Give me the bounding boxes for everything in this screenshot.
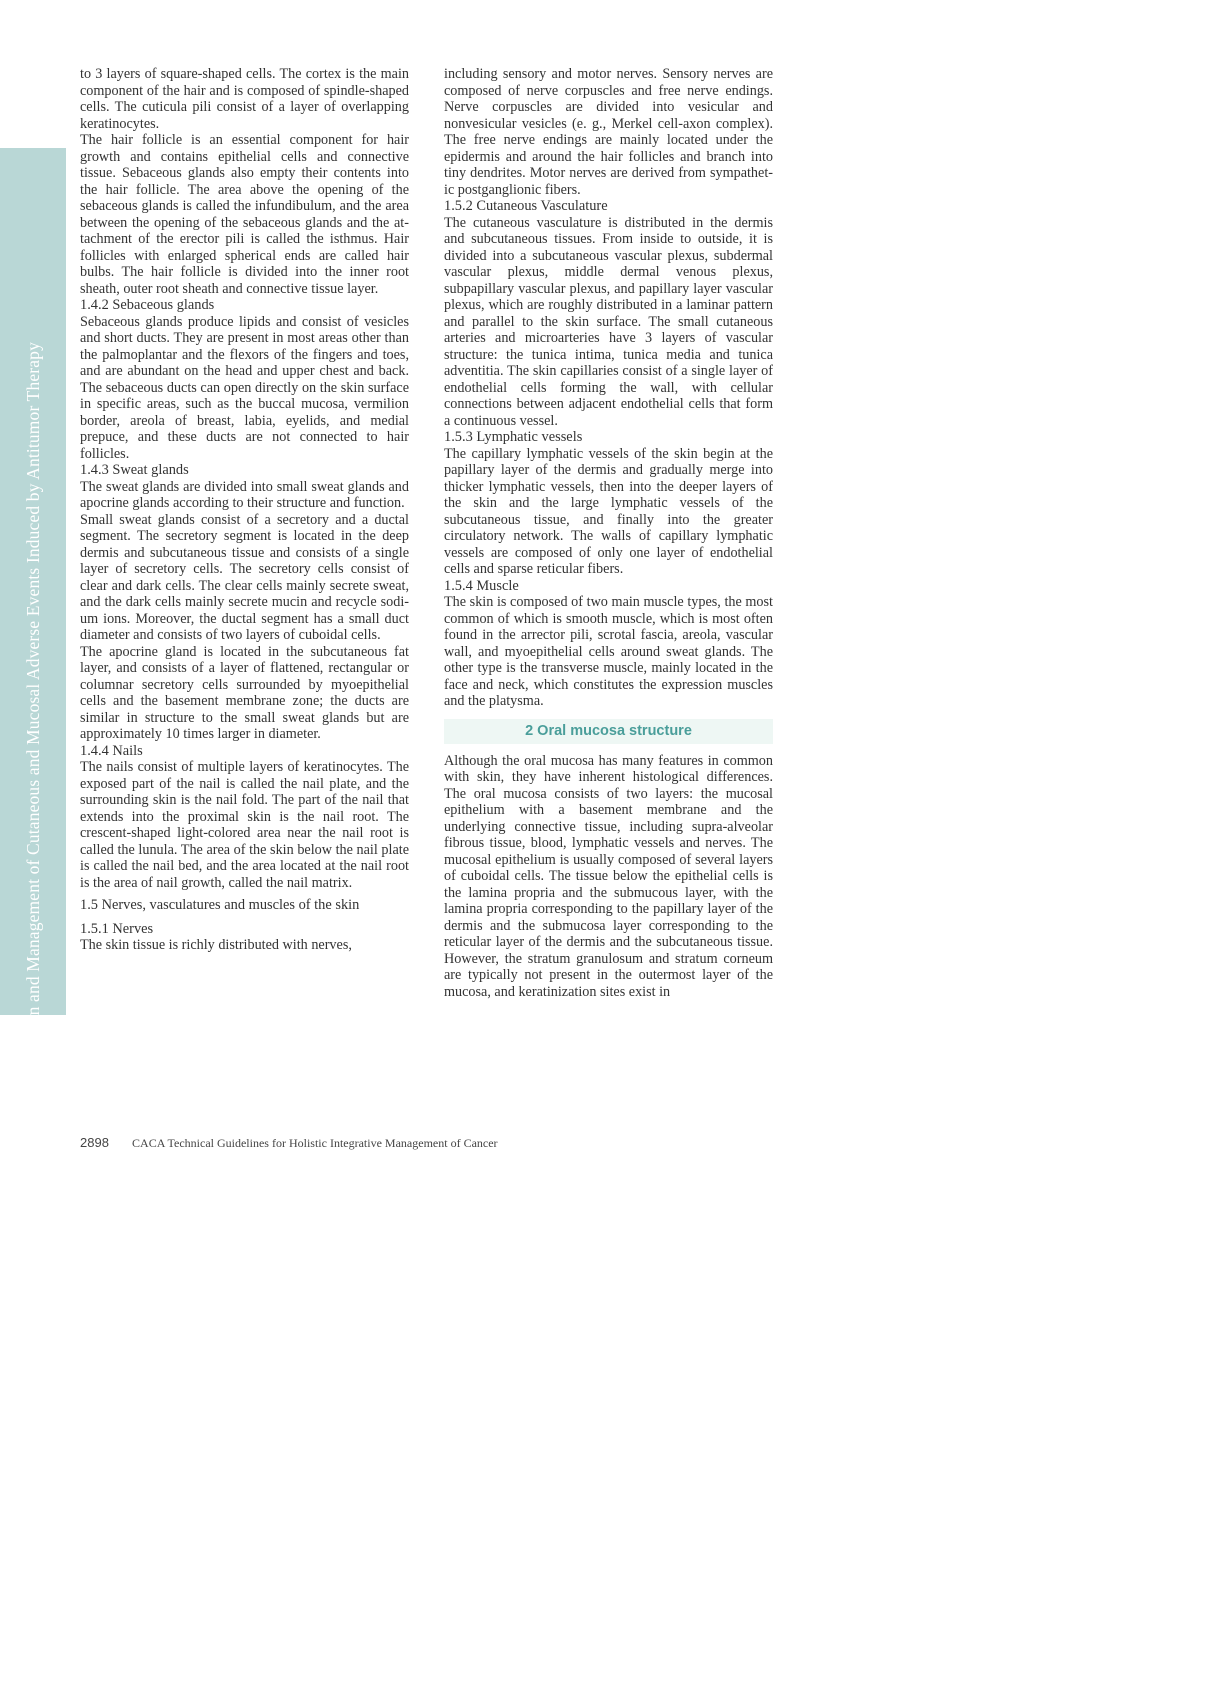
paragraph: to 3 layers of square-shaped cells. The cortex is the main component of the hair and is composed of spindle-shaped cells. The cuticula pili consist of a layer of overlapping keratinocytes. <box>80 66 409 132</box>
page-number: 2898 <box>80 1135 109 1150</box>
paragraph: The apocrine gland is located in the subcutaneous fat layer, and consists of a layer of flattened, rectangular or columnar secretory cells surrounded by myoepithelial cells and the basement membrane zone; the ducts are similar in structure to the small sweat glands but are approximately 10 times larger in diameter. <box>80 643 409 742</box>
section-banner-oral-mucosa: 2 Oral mucosa structure <box>444 719 773 744</box>
subsection-heading: 1.5.1 Nerves <box>80 920 154 937</box>
section-heading: 1.5 Nerves, vasculatures and muscles of the skin <box>80 897 360 913</box>
paragraph: Small sweat glands consist of a secretory and a ductal segment. The secretory segment is located in the deep dermis and subcutaneous tissue and consists of a single layer of secretory cells. The secretory cells consist of clear and dark cells. The clear cells mainly secrete sweat, and the dark cells mainly secrete mucin and recycle sodium ions. Moreover, the ductal segment has a small duct diameter and consists of two layers of cuboidal cells. <box>80 511 409 643</box>
right-column <box>444 66 773 1000</box>
page-footer <box>80 1135 498 1151</box>
left-column <box>80 66 409 954</box>
paragraph: The hair follicle is an essential component for hair growth and contains epithelial cells and connective tissue. Sebaceous glands also empty their contents into the hair follicle. The area above the opening of the sebaceous glands is called the infundibulum, and the area between the opening of the sebaceous glands and the attachment of the erector pili is called the isthmus. Hair follicles with enlarged spherical ends are called hair bulbs. The hair follicle is divided into the inner root sheath, outer root sheath and connective tissue layer. <box>80 132 409 297</box>
paragraph: The capillary lymphatic vessels of the skin begin at the papillary layer of the dermis and gradually merge into thicker lymphatic vessels, then into the deeper layers of the skin and the large lymphatic vessels of the subcutaneous tissue, and finally into the greater circulatory network. The walls of capillary lymphatic vessels are composed of only one layer of endothelial cells and sparse reticular fibers. <box>444 445 773 577</box>
paragraph: The cutaneous vasculature is distributed in the dermis and subcutaneous tissues. From inside to outside, it is divided into a subcutaneous vascular plexus, subdermal vascular plexus, middle dermal venous plexus, subpapillary vascular plexus, and papillary layer vascular plexus, which are roughly distributed in a laminar pattern and parallel to the skin surface. The small cutaneous arteries and microarteries have 3 layers of vascular structure: the tunica intima, tunica media and tunica adventitia. The skin capillaries consist of a single layer of endothelial cells forming the wall, with cellular connections between adjacent endothelial cells that form a continuous vessel. <box>444 214 773 429</box>
paragraph: The skin tissue is richly distributed with nerves, <box>80 937 352 953</box>
paragraph: including sensory and motor nerves. Sensory nerves are composed of nerve corpuscles and free nerve endings. Nerve corpuscles are divided into vesicular and nonvesicular vesicles (e. g., Merkel cell-axon complex). The free nerve endings are mainly located under the epidermis and around the hair follicles and branch into tiny dendrites. Motor nerves are derived from sympathetic postganglionic fibers. <box>444 66 773 198</box>
subsection-heading: 1.5.4 Muscle <box>444 577 519 594</box>
subsection-heading: 1.4.3 Sweat glands <box>80 462 189 478</box>
paragraph: The skin is composed of two main muscle types, the most common of which is smooth muscle, which is most often found in the arrector pili, scrotal fascia, areola, vascular wall, and myoepithelial cells around sweat glands. The other type is the transverse muscle, mainly located in the face and neck, which constitutes the expression muscles and the platysma. <box>444 594 773 709</box>
side-running-title: The Prevention and Management of Cutaneous and Mucosal Adverse Events Induced by Antitumor Therapy <box>23 342 43 1116</box>
subsection-heading: 1.4.4 Nails <box>80 742 143 759</box>
book-title: CACA Technical Guidelines for Holistic Integrative Management of Cancer <box>132 1136 498 1150</box>
paragraph: Sebaceous glands produce lipids and consist of vesicles and short ducts. They are present in most areas other than the palmoplantar and the flexors of the fingers and toes, and are abundant on the head and upper chest and back. The sebaceous ducts can open directly on the skin surface in specific areas, such as the buccal mucosa, vermilion border, areola of breast, labia, eyelids, and medial prepuce, and these ducts are not connected to hair follicles. <box>80 313 409 462</box>
subsection-heading: 1.5.3 Lymphatic vessels <box>444 429 583 445</box>
paragraph: The nails consist of multiple layers of keratinocytes. The exposed part of the nail is called the nail plate, and the surrounding skin is the nail fold. The part of the nail that extends into the proximal skin is the nail root. The crescent-shaped light-colored area near the nail root is called the lunula. The area of the skin below the nail plate is called the nail bed, and the area located at the nail root is the area of nail growth, called the nail matrix. <box>80 759 409 891</box>
subsection-heading: 1.5.2 Cutaneous Vasculature <box>444 198 608 214</box>
side-title-band <box>0 148 66 1116</box>
paragraph: Although the oral mucosa has many features in common with skin, they have inherent histological differences. The oral mucosa consists of two layers: the mucosal epithelium with a basement membrane and the underlying connective tissue, including supra-alveolar fibrous tissue, blood, lymphatic vessels and nerves. The mucosal epithelium is usually composed of several layers of cuboidal cells. The tissue below the epithelial cells is the lamina propria and the submucous layer, with the lamina propria corresponding to the papillary layer of the dermis and the submucosa layer corresponding to the reticular layer of the dermis and the subcutaneous tissue. However, the stratum granulosum and stratum corneum are typically not present in the outermost layer of the mucosa, and keratinization sites exist in <box>444 752 773 1000</box>
paragraph: The sweat glands are divided into small sweat glands and apocrine glands according to their structure and function. <box>80 478 409 511</box>
subsection-heading: 1.4.2 Sebaceous glands <box>80 297 215 313</box>
